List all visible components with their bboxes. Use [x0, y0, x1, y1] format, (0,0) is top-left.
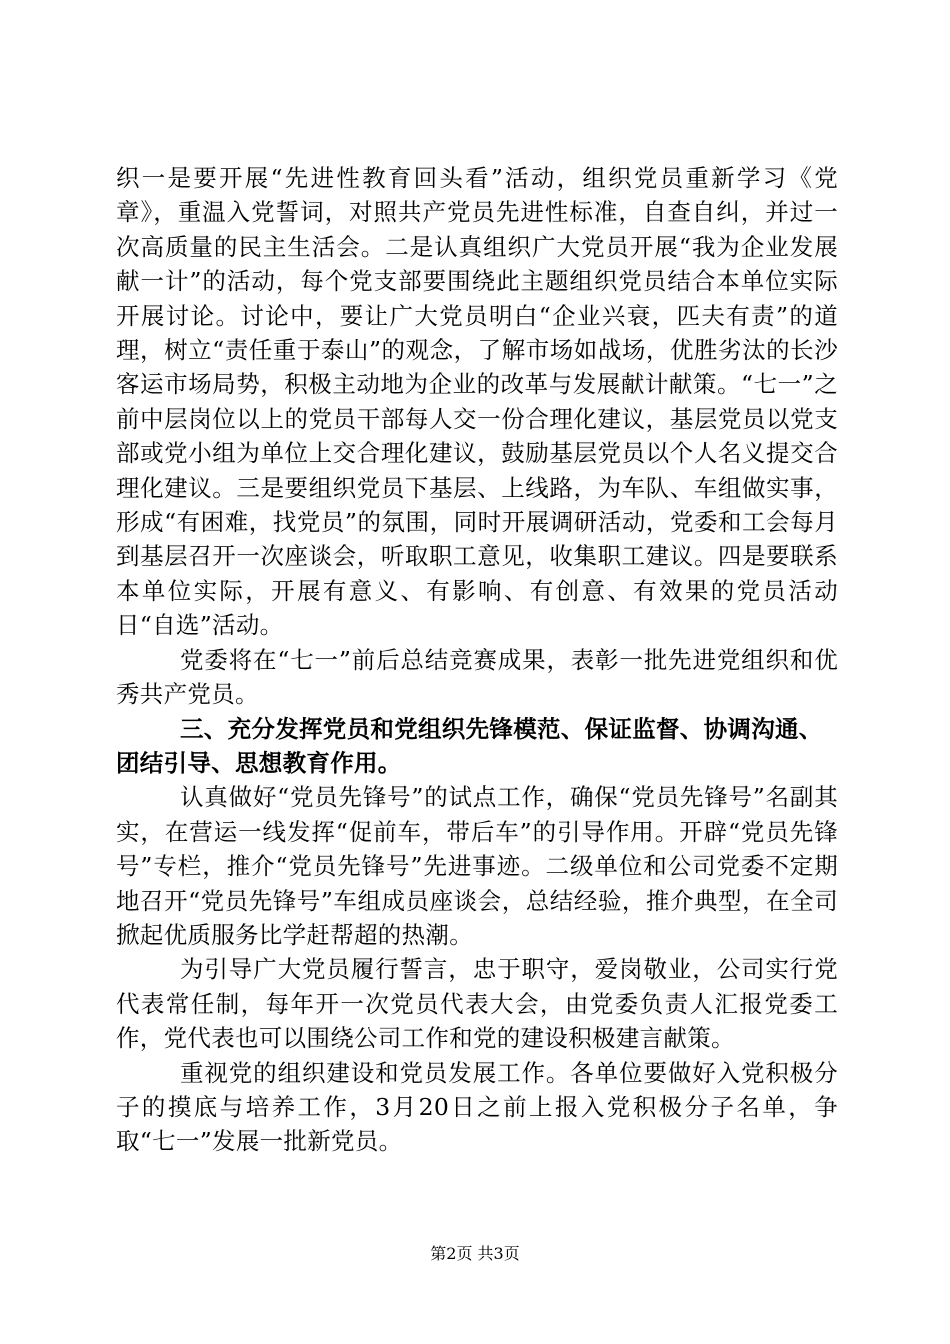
paragraph-representatives: 为引导广大党员履行誓言，忠于职守，爱岗敬业，公司实行党代表常任制，每年开一次党员代表大会，由党委负责人汇报党委工作，党代表也可以围绕公司工作和党的建设积极建言献策。	[116, 955, 838, 1053]
section-heading-three: 三、充分发挥党员和党组织先锋模范、保证监督、协调沟通、团结引导、思想教育作用。	[116, 714, 823, 777]
document-body	[116, 161, 838, 1159]
paragraph-commendation: 党委将在“七一”前后总结竞赛成果，表彰一批先进党组织和优秀共产党员。	[116, 645, 838, 709]
paragraph-party-building: 重视党的组织建设和党员发展工作。各单位要做好入党积极分子的摸底与培养工作，3月20日之前上报入党积极分子名单，争取“七一”发展一批新党员。	[116, 1058, 838, 1156]
paragraph-vanguard: 认真做好“党员先锋号”的试点工作，确保“党员先锋号”名副其实，在营运一线发挥“促前车，带后车”的引导作用。开辟“党员先锋号”专栏，推介“党员先锋号”先进事迹。二级单位和公司党委不定期地召开“党员先锋号”车组成员座谈会，总结经验，推介典型，在全司掀起优质服务比学赶帮超的热潮。	[116, 783, 838, 949]
page-number-footer: 第2页 共3页	[430, 1244, 520, 1263]
paragraph-continuation: 织一是要开展“先进性教育回头看”活动，组织党员重新学习《党章》，重温入党誓词，对照共产党员先进性标准，自查自纠，并过一次高质量的民主生活会。二是认真组织广大党员开展“我为企业发展献一计”的活动，每个党支部要围绕此主题组织党员结合本单位实际开展讨论。讨论中，要让广大党员明白“企业兴衰，匹夫有责”的道理，树立“责任重于泰山”的观念，了解市场如战场，优胜劣汰的长沙客运市场局势，积极主动地为企业的改革与发展献计献策。“七一”之前中层岗位以上的党员干部每人交一份合理化建议，基层党员以党支部或党小组为单位上交合理化建议，鼓励基层党员以个人名义提交合理化建议。三是要组织党员下基层、上线路，为车队、车组做实事，形成“有困难，找党员”的氛围，同时开展调研活动，党委和工会每月到基层召开一次座谈会，听取职工意见，收集职工建议。四是要联系本单位实际，开展有意义、有影响、有创意、有效果的党员活动日“自选”活动。	[116, 164, 838, 640]
